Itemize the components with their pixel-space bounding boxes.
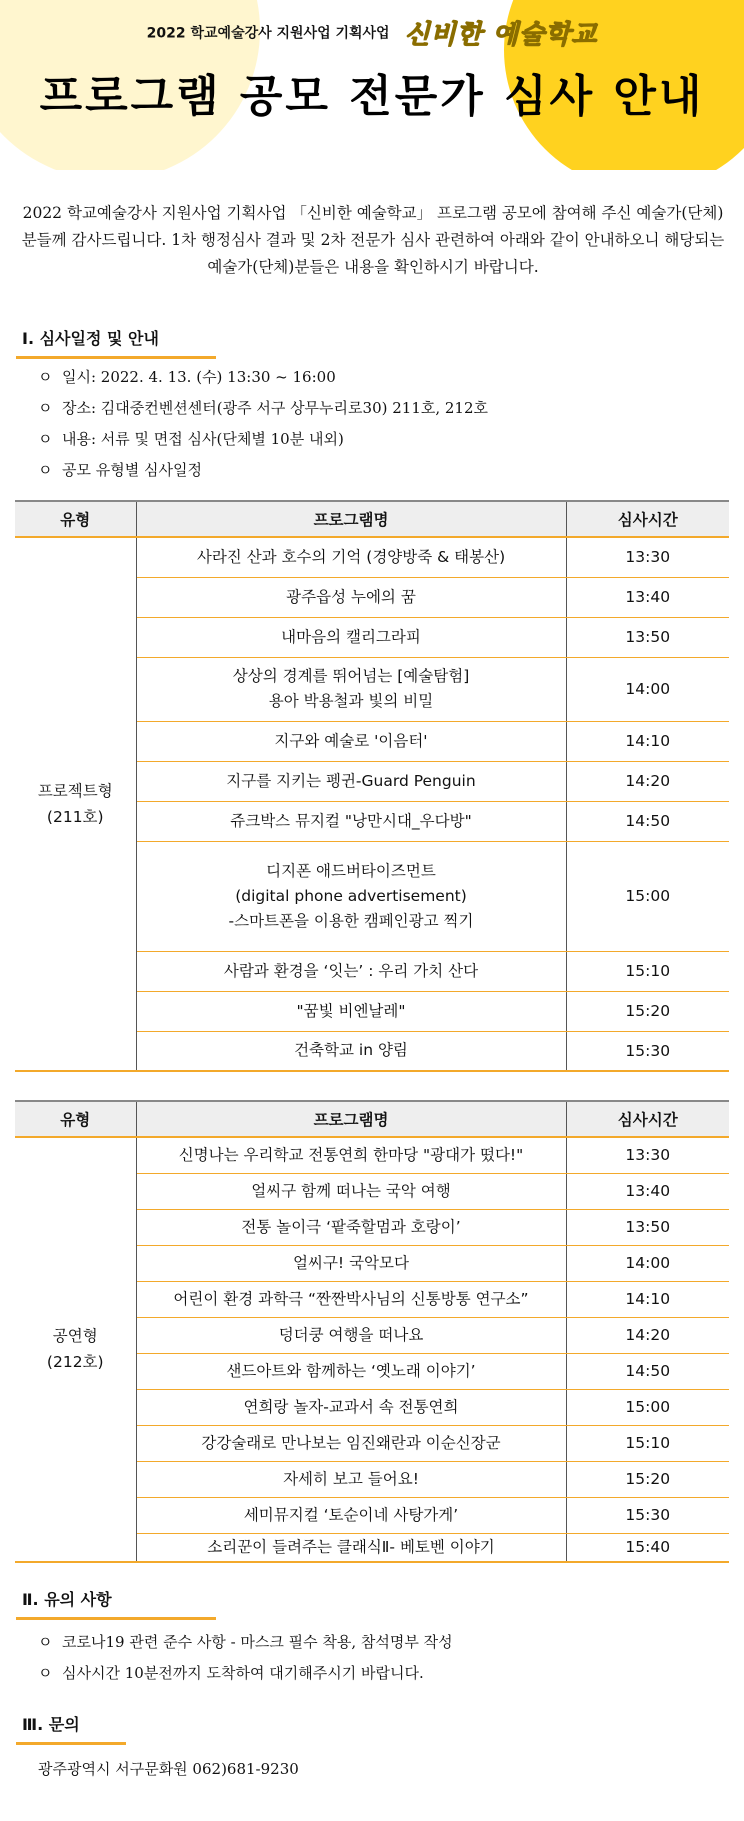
list-item [38, 1627, 453, 1658]
program-name-cell: 지구를 지키는 펭귄-Guard Penguin [136, 761, 566, 801]
bullet-mark: ㅇ [38, 399, 53, 417]
review-time-cell: 14:00 [566, 657, 729, 721]
review-time-cell: 14:50 [566, 1353, 729, 1389]
section1-bullets [38, 362, 488, 486]
section2-underline [16, 1617, 216, 1620]
review-time-cell: 13:40 [566, 577, 729, 617]
review-time-cell: 15:10 [566, 1425, 729, 1461]
bullet-mark: ㅇ [38, 461, 53, 479]
category-cell [15, 537, 136, 1071]
brand-logo: 신비한 예술학교 [404, 20, 598, 50]
category-name: 프로젝트형 [37, 782, 113, 800]
program-name-cell: 소리꾼이 들려주는 클래식Ⅱ- 베토벤 이야기 [136, 1533, 566, 1562]
section2-title: Ⅱ. 유의 사항 [22, 1590, 112, 1609]
review-time-cell: 14:20 [566, 761, 729, 801]
contact-info: 광주광역시 서구문화원 062)681-9230 [38, 1760, 299, 1778]
intro-paragraph: 2022 학교예술강사 지원사업 기획사업 「신비한 예술학교」 프로그램 공모에 참여해 주신 예술가(단체) 분들께 감사드립니다. 1차 행정심사 결과 및 2차 전문가 심사 관련하여 아래와 같이 안내하오니 해당되는 예술가(단체)분들은 내용을 확인하시기 바랍니다. [21, 204, 725, 276]
review-time-cell: 13:50 [566, 1209, 729, 1245]
review-time-cell: 13:50 [566, 617, 729, 657]
program-name-cell: "꿈빛 비엔날레" [136, 991, 566, 1031]
bullet-text: 내용: 서류 및 면접 심사(단체별 10분 내외) [62, 430, 344, 448]
review-time-cell: 15:00 [566, 841, 729, 951]
review-time-cell: 15:40 [566, 1533, 729, 1562]
program-name-cell: 얼씨구 함께 떠나는 국악 여행 [136, 1173, 566, 1209]
program-name-cell: 광주읍성 누에의 꿈 [136, 577, 566, 617]
bullet-mark: ㅇ [38, 368, 53, 386]
section2-heading [22, 1587, 112, 1616]
bullet-mark: ㅇ [38, 430, 53, 448]
header-time: 심사시간 [566, 1101, 729, 1137]
category-room: (211호) [46, 808, 104, 826]
table-header-row [15, 1101, 729, 1137]
review-time-cell: 15:10 [566, 951, 729, 991]
schedule-table-project [15, 500, 729, 1072]
review-time-cell: 14:10 [566, 1281, 729, 1317]
category-name: 공연형 [52, 1327, 98, 1346]
header-program: 프로그램명 [136, 1101, 566, 1137]
list-item [38, 455, 488, 486]
bullet-mark: ㅇ [38, 1633, 53, 1651]
program-name-cell: 세미뮤지컬 ‘토순이네 사탕가게’ [136, 1497, 566, 1533]
section3-underline [16, 1742, 126, 1745]
category-room: (212호) [46, 1353, 104, 1372]
program-name-cell: 전통 놀이극 ‘팥죽할멈과 호랑이’ [136, 1209, 566, 1245]
review-time-cell: 14:50 [566, 801, 729, 841]
bullet-text: 심사시간 10분전까지 도착하여 대기해주시기 바랍니다. [62, 1664, 424, 1682]
program-name-cell: 쥬크박스 뮤지컬 "낭만시대_우다방" [136, 801, 566, 841]
program-name-cell: 내마음의 캘리그라피 [136, 617, 566, 657]
program-name-cell: 샌드아트와 함께하는 ‘옛노래 이야기’ [136, 1353, 566, 1389]
review-time-cell: 15:30 [566, 1497, 729, 1533]
bullet-text: 장소: 김대중컨벤션센터(광주 서구 상무누리로30) 211호, 212호 [62, 399, 489, 417]
review-time-cell: 13:30 [566, 1137, 729, 1173]
bullet-text: 코로나19 관련 준수 사항 - 마스크 필수 착용, 참석명부 작성 [62, 1633, 453, 1651]
table-row [15, 537, 729, 577]
bullet-mark: ㅇ [38, 1664, 53, 1682]
section3-heading [22, 1712, 80, 1741]
schedule-table-performance [15, 1100, 729, 1563]
section1-underline [16, 356, 216, 359]
review-time-cell: 14:20 [566, 1317, 729, 1353]
list-item [38, 1658, 453, 1689]
section3-title: Ⅲ. 문의 [22, 1715, 80, 1734]
program-name-cell: 사라진 산과 호수의 기억 (경양방죽 & 태봉산) [136, 537, 566, 577]
list-item [38, 393, 488, 424]
bullet-text: 일시: 2022. 4. 13. (수) 13:30 ~ 16:00 [62, 368, 336, 386]
review-time-cell: 15:20 [566, 991, 729, 1031]
header-subtitle-line [0, 14, 744, 51]
header-time: 심사시간 [566, 501, 729, 537]
header-type: 유형 [15, 501, 136, 537]
section1-title: Ⅰ. 심사일정 및 안내 [22, 329, 159, 348]
program-name-cell: 사람과 환경을 ‘잇는’ : 우리 가치 산다 [136, 951, 566, 991]
review-time-cell: 15:20 [566, 1461, 729, 1497]
program-name-cell: 디지폰 애드버타이즈먼트 (digital phone advertisement) -스마트폰을 이용한 캠페인광고 찍기 [136, 841, 566, 951]
program-name-cell: 신명나는 우리학교 전통연희 한마당 "광대가 떴다!" [136, 1137, 566, 1173]
program-name-cell: 지구와 예술로 '이음터' [136, 721, 566, 761]
program-name-cell: 어린이 환경 과학극 “짠짠박사님의 신통방통 연구소” [136, 1281, 566, 1317]
review-time-cell: 13:40 [566, 1173, 729, 1209]
header-program: 프로그램명 [136, 501, 566, 537]
program-name-cell: 건축학교 in 양림 [136, 1031, 566, 1071]
page-title: 프로그램 공모 전문가 심사 안내 [39, 71, 705, 122]
program-name-cell: 강강술래로 만나보는 임진왜란과 이순신장군 [136, 1425, 566, 1461]
review-time-cell: 14:00 [566, 1245, 729, 1281]
header-banner [0, 0, 744, 170]
table-header-row [15, 501, 729, 537]
review-time-cell: 13:30 [566, 537, 729, 577]
program-name-cell: 연희랑 놀자-교과서 속 전통연희 [136, 1389, 566, 1425]
bullet-text: 공모 유형별 심사일정 [62, 461, 202, 479]
program-name-cell: 상상의 경계를 뛰어넘는 [예술탐험] 용아 박용철과 빛의 비밀 [136, 657, 566, 721]
program-name-cell: 얼씨구! 국악모다 [136, 1245, 566, 1281]
review-time-cell: 15:30 [566, 1031, 729, 1071]
list-item [38, 362, 488, 393]
header-subtitle: 2022 학교예술강사 지원사업 기획사업 [146, 25, 390, 42]
section1-heading [22, 326, 159, 355]
category-cell [15, 1137, 136, 1562]
table-row [15, 1137, 729, 1173]
program-name-cell: 자세히 보고 들어요! [136, 1461, 566, 1497]
section2-bullets [38, 1627, 453, 1689]
review-time-cell: 15:00 [566, 1389, 729, 1425]
program-name-cell: 덩더쿵 여행을 떠나요 [136, 1317, 566, 1353]
header-type: 유형 [15, 1101, 136, 1137]
review-time-cell: 14:10 [566, 721, 729, 761]
list-item [38, 424, 488, 455]
